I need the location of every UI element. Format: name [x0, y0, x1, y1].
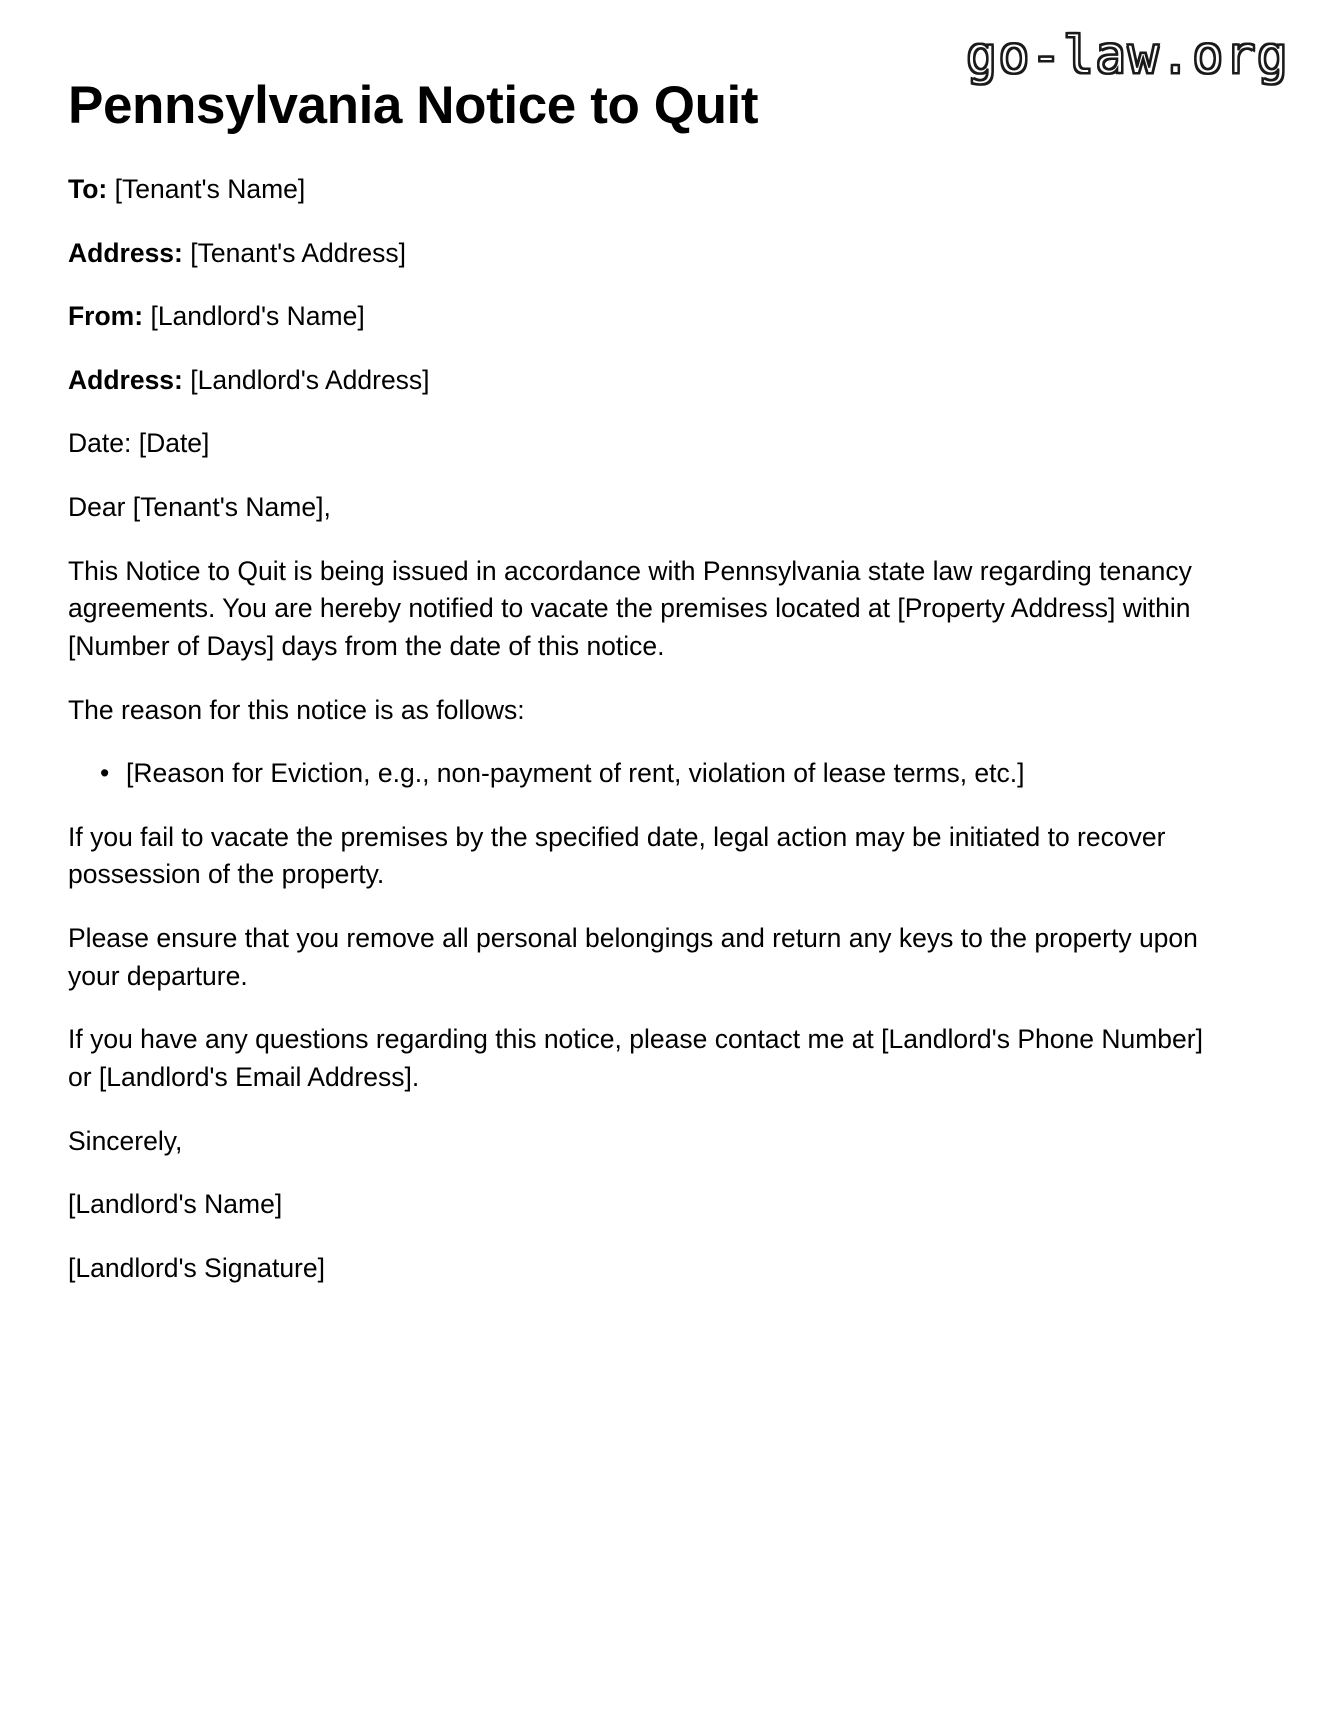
- reason-list: [68, 755, 1208, 793]
- contact-paragraph: If you have any questions regarding this notice, please contact me at [Landlord's Phone Number] or [Landlord's Email Address].: [68, 1024, 1203, 1092]
- field-tenant-address: [68, 235, 1208, 273]
- field-landlord-address-label: Address:: [68, 364, 183, 395]
- legal-action-paragraph: If you fail to vacate the premises by the specified date, legal action may be initiated to recover possession of the property.: [68, 821, 1166, 890]
- sign-off: Sincerely,: [68, 1125, 183, 1156]
- signer-name: [Landlord's Name]: [68, 1189, 283, 1220]
- list-item: [100, 755, 1208, 793]
- field-date: Date: [Date]: [68, 428, 210, 459]
- bullet-icon: •: [100, 758, 110, 789]
- belongings-paragraph: Please ensure that you remove all personal belongings and return any keys to the property upon your departure.: [68, 923, 1198, 991]
- field-from: [68, 298, 1208, 336]
- intro-paragraph: This Notice to Quit is being issued in accordance with Pennsylvania state law regarding tenancy agreements. You are hereby notified to vacate the premises located at [Property Address] within [Number of Days] days from the date of this notice.: [68, 555, 1192, 661]
- field-from-value: [Landlord's Name]: [150, 301, 365, 332]
- field-landlord-address-value: [Landlord's Address]: [190, 364, 430, 395]
- reason-heading: The reason for this notice is as follows:: [68, 694, 525, 725]
- field-tenant-address-label: Address:: [68, 237, 183, 268]
- signature-placeholder: [Landlord's Signature]: [68, 1252, 325, 1283]
- site-watermark: go-law.org: [965, 26, 1289, 86]
- field-to-label: To:: [68, 173, 108, 204]
- document-content: [68, 76, 1208, 1313]
- field-from-label: From:: [68, 301, 144, 332]
- page-title: Pennsylvania Notice to Quit: [68, 76, 759, 135]
- list-item-label: [Reason for Eviction, e.g., non-payment of rent, violation of lease terms, etc.]: [126, 758, 1025, 789]
- field-to-value: [Tenant's Name]: [114, 173, 306, 204]
- field-to: [68, 171, 1208, 209]
- field-tenant-address-value: [Tenant's Address]: [190, 237, 406, 268]
- field-landlord-address: [68, 362, 1208, 400]
- salutation: Dear [Tenant's Name],: [68, 492, 331, 523]
